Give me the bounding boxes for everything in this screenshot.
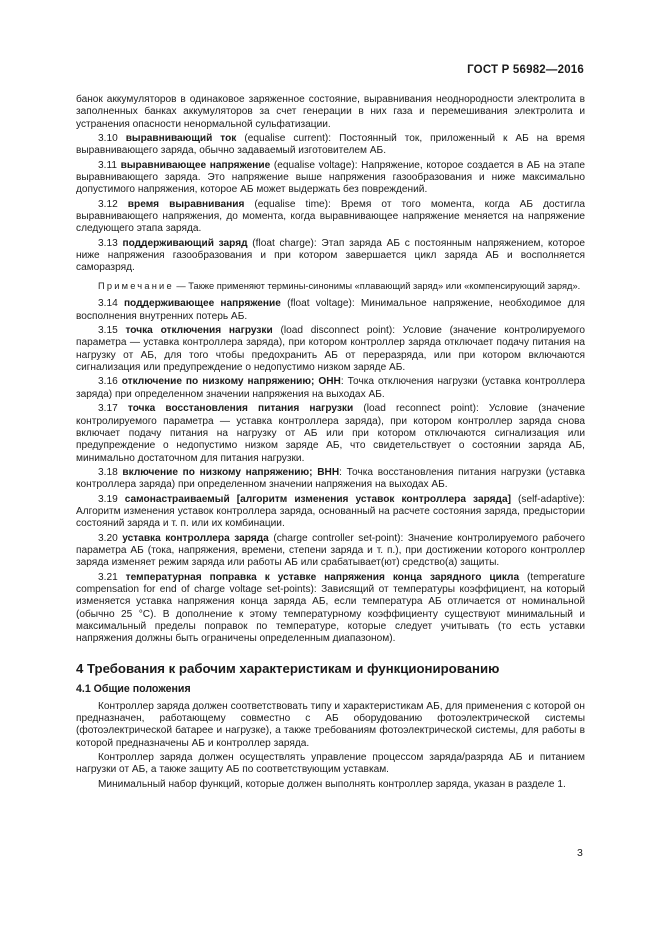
definition-3-15: 3.15 точка отключения нагрузки (load disconnect point): Условие (значение контролируемого параметра — уставка контроллера заряда), при котором контроллер заряда отключает подачу питания на нагрузку от АБ, для того чтобы предохранить АБ от переразряда, или при котором включаются сигнализация или предупреждение о недопустимо низком заряде АБ. xyxy=(76,325,585,374)
term: включение по низкому напряжению; ВНН xyxy=(122,466,340,478)
term: точка восстановления питания нагрузки xyxy=(127,403,354,415)
intro-paragraph: банок аккумуляторов в одинаковое заряженное состояние, выравнивания неоднородности электролита в заполненных банках аккумуляторов за счет генерации в них газа и перемешивания электролита и устранения опасности ненормальной сульфатизации. xyxy=(76,94,585,130)
definition-3-12: 3.12 время выравнивания (equalise time): Время от того момента, когда АБ достигла выравнивающего напряжения, до момента, когда выравнивающее напряжение меняется на напряжение следующего этапа заряда. xyxy=(76,198,585,235)
definition-3-21: 3.21 температурная поправка к уставке напряжения конца зарядного цикла (temperature compensation for end of charge voltage set-points): Зависящий от температуры коэффициент, на который изменяется уставка напряжения конца заряда АБ, если температура АБ отличается от номинальной (обычно 25 °С). В дополнение к этому температурному коэффициенту существуют минимальный и максимальный пределы поправок по температуре, которые следует учитывать (то есть уставки напряжения должны быть ограничены определенным диапазоном). xyxy=(76,571,585,645)
section-4-paragraph: Контроллер заряда должен осуществлять управление процессом заряда/разряда АБ и питанием нагрузки от АБ, а также защиту АБ по соответствующим уставкам. xyxy=(76,752,585,776)
term: отключение по низкому напряжению; ОНН xyxy=(121,376,341,388)
term: уставка контроллера заряда xyxy=(122,532,269,544)
standard-id-header: ГОСТ Р 56982—2016 xyxy=(467,64,584,76)
term: самонастраиваемый [алгоритм изменения уставок контроллера заряда] xyxy=(124,493,511,505)
term: точка отключения нагрузки xyxy=(125,325,273,337)
definition-3-19: 3.19 самонастраиваемый [алгоритм изменения уставок контроллера заряда] (self-adaptive): Алгоритм изменения уставок контроллера заряда, основанный на расчете состояния заряда, предыстории состояний заряда и т. п. или их комбинации. xyxy=(76,493,585,530)
section-4-heading: 4 Требования к рабочим характеристикам и функционированию xyxy=(76,660,500,676)
note xyxy=(76,281,585,293)
definition-3-10: 3.10 выравнивающий ток (equalise current): Постоянный ток, приложенный к АБ на время выравнивающего заряда, обычно задаваемый изготовителем АБ. xyxy=(76,133,585,157)
document-body xyxy=(76,94,585,793)
term: время выравнивания xyxy=(127,198,245,210)
page-number: 3 xyxy=(577,847,583,859)
definition-3-11: 3.11 выравнивающее напряжение (equalise voltage): Напряжение, которое создается в АБ на этапе выравнивающего заряда. Это напряжение выше напряжения газообразования и ниже максимально допустимого напряжения, которое АБ может выдержать без повреждений. xyxy=(76,159,585,196)
section-4-paragraph: Контроллер заряда должен соответствовать типу и характеристикам АБ, для применения с которой он предназначен, работающему совместно с АБ оборудованию фотоэлектрической системы (фотоэлектрической батарее и нагрузке), а также требованиям фотоэлектрической системы, для работы в которой предназначены АБ и контроллер заряда. xyxy=(76,700,585,749)
definition-3-14: 3.14 поддерживающее напряжение (float voltage): Минимальное напряжение, необходимое для восполнения внутренних потерь АБ. xyxy=(76,298,585,322)
definition-3-17: 3.17 точка восстановления питания нагрузки (load reconnect point): Условие (значение контролируемого параметра — уставка контроллера заряда), при котором контроллер заряда снова включает подачу питания на нагрузку от АБ или при котором отключаются сигнализация или предупреждение о недопустимо низком заряде АБ, что свидетельствует о состоянии заряда АБ, минимально достаточном для питания нагрузки. xyxy=(76,403,585,464)
subsection-4-1-heading: 4.1 Общие положения xyxy=(76,682,191,695)
definition-3-18: 3.18 включение по низкому напряжению; ВНН: Точка восстановления питания нагрузки (уставка контроллера заряда) при определенном значении напряжения на выходах АБ. xyxy=(76,466,585,491)
term: поддерживающий заряд xyxy=(122,237,248,249)
term: выравнивающее напряжение xyxy=(120,159,271,171)
note-text: — Также применяют термины-синонимы «плавающий заряд» или «компенсирующий заряд». xyxy=(173,280,581,291)
definition-3-20: 3.20 уставка контроллера заряда (charge controller set-point): Значение контролируемого рабочего параметра АБ (тока, напряжения, времени, степени заряда и т. п.), при достижении которого контроллер заряда изменяет режим заряда или работы АБ или срабатывает(ют) средство(а) защиты. xyxy=(76,532,586,569)
definition-3-13: 3.13 поддерживающий заряд (float charge): Этап заряда АБ с постоянным напряжением, которое ниже напряжения газообразования и при котором завершается цикл заряда АБ и восполняется саморазряд. xyxy=(76,237,585,274)
term: поддерживающее напряжение xyxy=(123,298,281,310)
section-4-paragraph: Минимальный набор функций, которые должен выполнять контроллер заряда, указан в разделе 1. xyxy=(98,778,566,790)
definition-3-16: 3.16 отключение по низкому напряжению; ОНН: Точка отключения нагрузки (уставка контроллера заряда) при определенном значении напряжения на выходах АБ. xyxy=(76,376,585,400)
term: выравнивающий ток xyxy=(125,133,237,145)
term: температурная поправка к уставке напряжения конца зарядного цикла xyxy=(125,571,520,583)
note-label: Примечание xyxy=(98,280,174,291)
